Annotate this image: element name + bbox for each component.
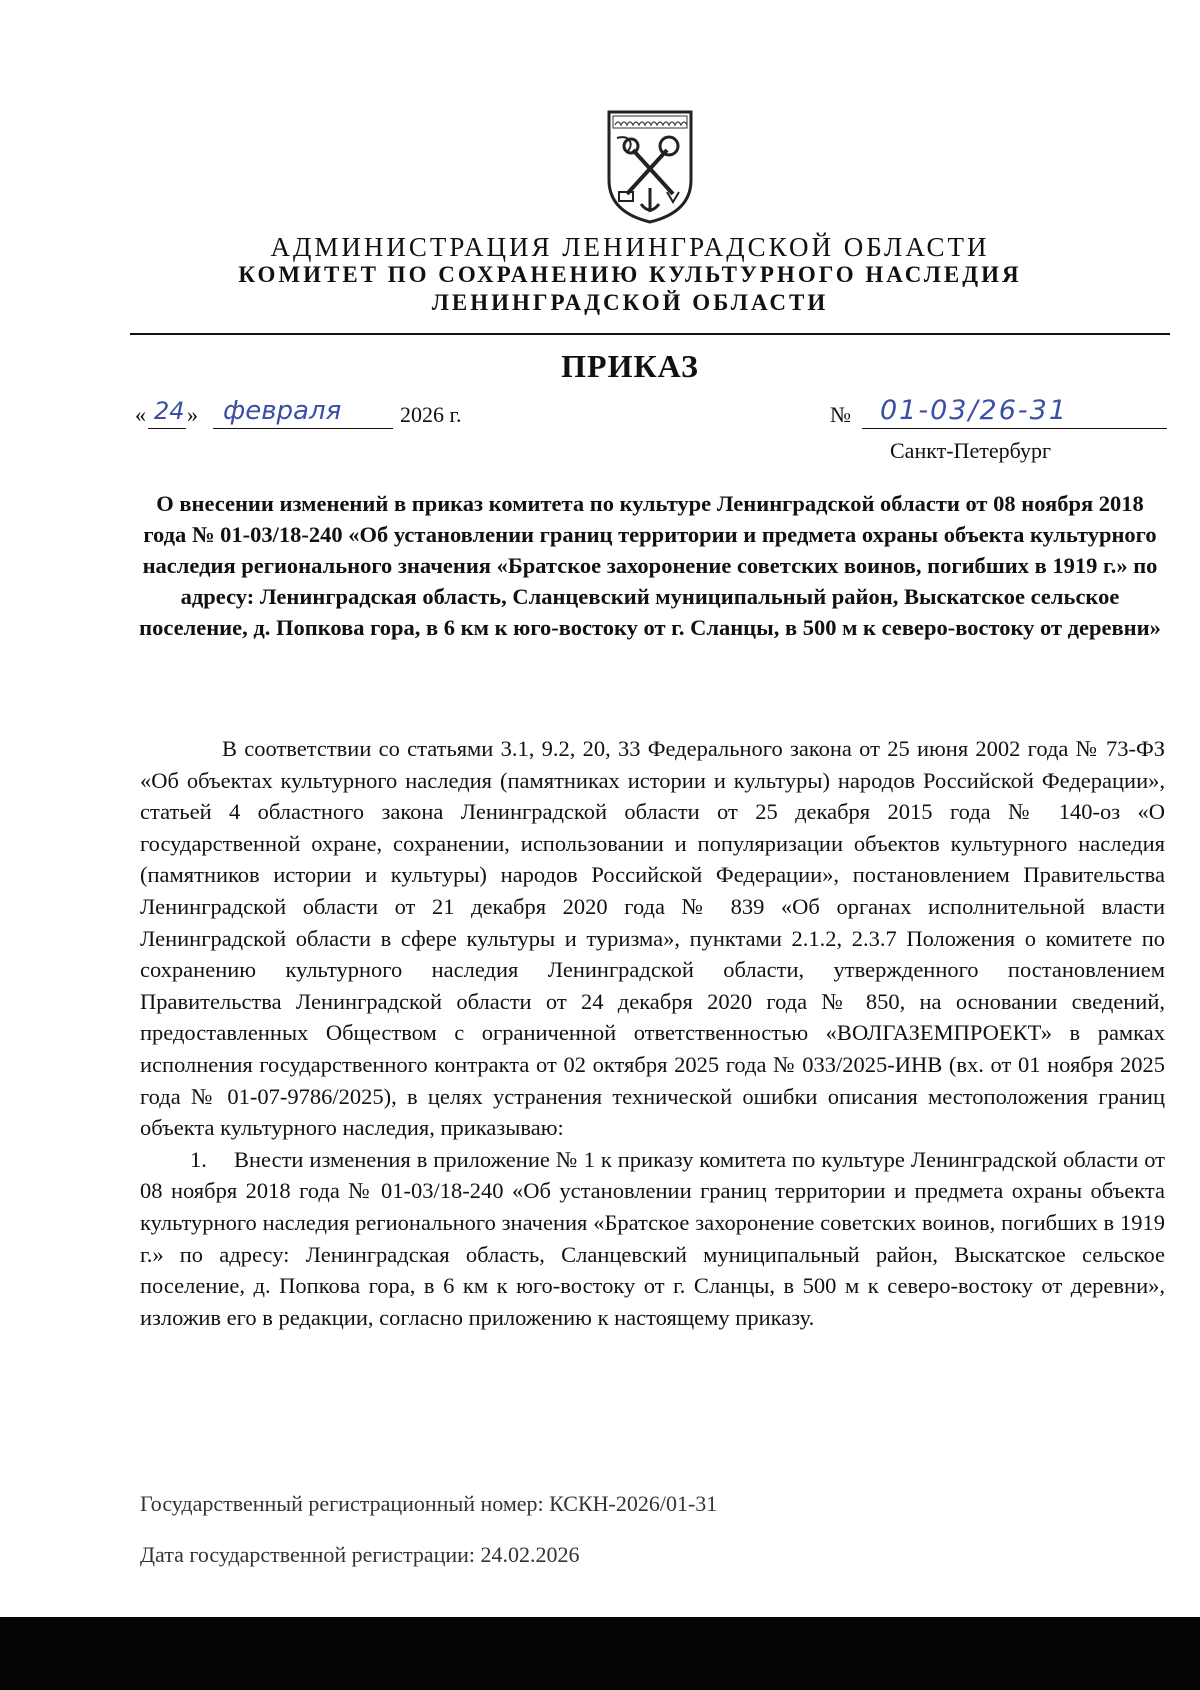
order-number xyxy=(830,388,1170,438)
date-month-handwritten: февраля xyxy=(223,396,342,426)
scan-bottom-edge xyxy=(0,1617,1200,1690)
registration-date: Дата государственной регистрации: 24.02.2026 xyxy=(140,1542,580,1567)
committee-name-line1: КОМИТЕТ ПО СОХРАНЕНИЮ КУЛЬТУРНОГО НАСЛЕДИЯ xyxy=(238,262,1022,287)
document-title: ПРИКАЗ xyxy=(561,348,699,384)
item-number: 1. xyxy=(190,1146,207,1172)
order-date xyxy=(135,388,495,438)
number-underline xyxy=(862,428,1167,429)
organization-name: АДМИНИСТРАЦИЯ ЛЕНИНГРАДСКОЙ ОБЛАСТИ xyxy=(270,232,990,262)
committee-name-line2: ЛЕНИНГРАДСКОЙ ОБЛАСТИ xyxy=(431,290,829,315)
order-number-handwritten: 01-03/26-31 xyxy=(880,395,1069,426)
day-underline xyxy=(148,428,186,429)
registration-number: Государственный регистрационный номер: КСКН-2026/01-31 xyxy=(140,1491,718,1516)
date-year: 2026 г. xyxy=(400,402,462,427)
preamble-paragraph: В соответствии со статьями 3.1, 9.2, 20, 33 Федерального закона от 25 июня 2002 года № 73-ФЗ «Об объектах культурного наследия (памятниках истории и культуры) народов Российской Федерации», статьей 4 областного закона Ленинградской области от 25 декабря 2015 года № 140-оз «О государственной охране, сохранении, использовании и популяризации объектов культурного наследия (памятников истории и культуры) народов Российской Федерации», постановлением Правительства Ленинградской области от 21 декабря 2020 года № 839 «Об органах исполнительной власти Ленинградской области в сфере культуры и туризма», пунктами 2.1.2, 2.3.7 Положения о комитете по сохранению культурного наследия Ленинградской области, утвержденного постановлением Правительства Ленинградской области от 24 декабря 2020 года № 850, на основании сведений, предоставленных Обществом с ограниченной ответственностью «ВОЛГАЗЕМПРОЕКТ» в рамках исполнения государственного контракта от 02 октября 2025 года № 033/2025-ИНВ (вх. от 01 ноября 2025 года № 01-07-9786/2025), в целях устранения технической ошибки описания местоположения границ объекта культурного наследия, приказываю: xyxy=(140,736,1165,1141)
city-label: Санкт-Петербург xyxy=(890,438,1051,463)
order-item-1 xyxy=(140,1144,1165,1334)
date-close-quote: » xyxy=(187,402,198,427)
order-subject: О внесении изменений в приказ комитета по культуре Ленинградской области от 08 ноября 2018 года № 01-03/18-240 «Об установлении границ территории и предмета охраны объекта культурного наследия регионального значения «Братское захоронение советских воинов, погибших в 1919 г.» по адресу: Ленинградская область, Сланцевский муниципальный район, Выскатское сельское поселение, д. Попкова гора, в 6 км к юго-востоку от г. Сланцы, в 500 м к северо-востоку от деревни» xyxy=(139,491,1161,640)
header-divider xyxy=(130,333,1170,335)
month-underline xyxy=(213,428,393,429)
date-day-handwritten: 24 xyxy=(154,397,185,425)
order-body xyxy=(140,733,1165,1333)
coat-of-arms-icon xyxy=(605,108,695,226)
item-text: Внести изменения в приложение № 1 к приказу комитета по культуре Ленинградской области от 08 ноября 2018 года № 01-03/18-240 «Об установлении границ территории и предмета охраны объекта культурного наследия регионального значения «Братское захоронение советских воинов, погибших в 1919 г.» по адресу: Ленинградская область, Сланцевский муниципальный район, Выскатское сельское поселение, д. Попкова гора, в 6 км к юго-востоку от г. Сланцы, в 500 м к северо-востоку от деревни», изложив его в редакции, согласно приложению к настоящему приказу. xyxy=(140,1146,1165,1330)
number-sign: № xyxy=(830,402,851,427)
date-open-quote: « xyxy=(135,402,146,427)
